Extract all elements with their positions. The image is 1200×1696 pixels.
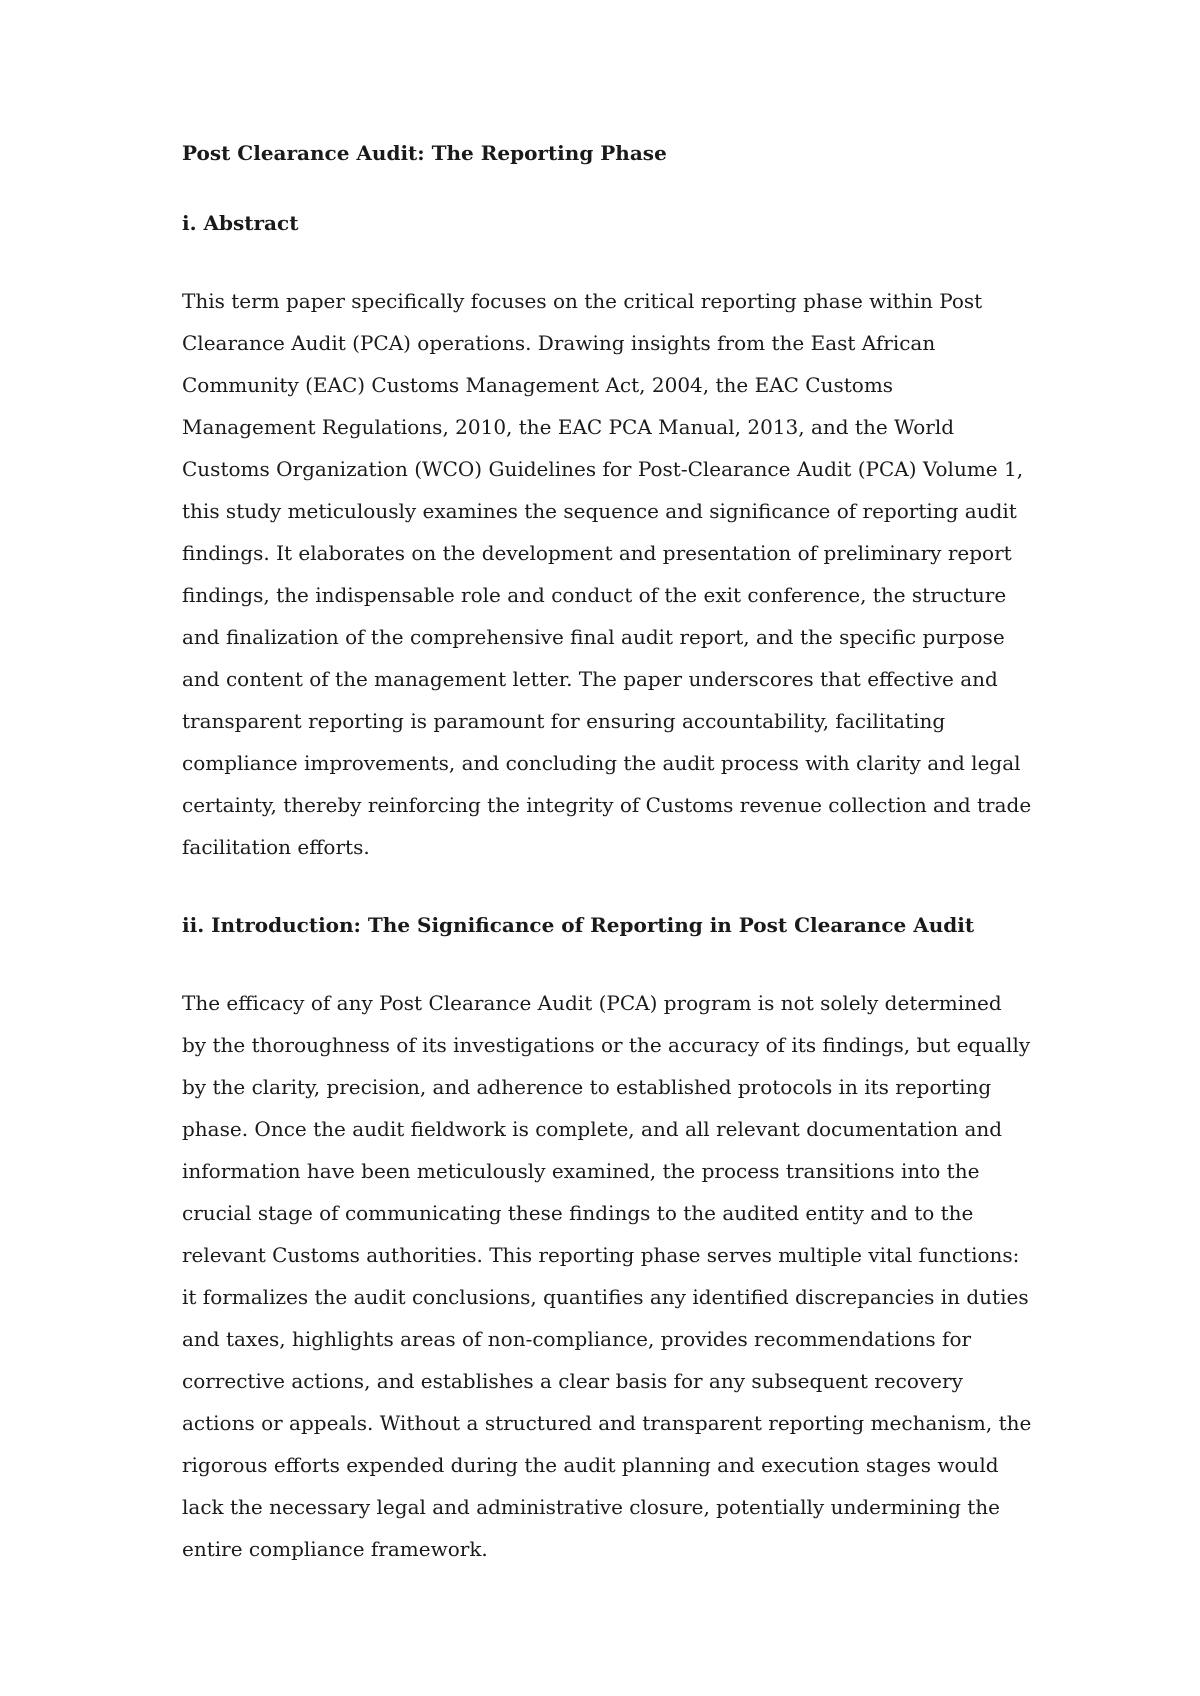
abstract-heading: i. Abstract [182,211,299,235]
document-body [182,140,1032,1614]
introduction-paragraph: The efficacy of any Post Clearance Audit (PCA) program is not solely determined by the thoroughness of its investigations or the accuracy of its findings, but equally by the clarity, precision, and adherence to established protocols in its reporting phase. Once the audit fieldwork is complete, and all relevant documentation and information have been meticulously examined, the process transitions into the crucial stage of communicating these findings to the audited entity and to the relevant Customs authorities. This reporting phase serves multiple vital functions: it formalizes the audit conclusions, quantifies any identified discrepancies in duties and taxes, highlights areas of non-compliance, provides recommendations for corrective actions, and establishes a clear basis for any subsequent recovery actions or appeals. Without a structured and transparent reporting mechanism, the rigorous efforts expended during the audit planning and execution stages would lack the necessary legal and administrative closure, potentially undermining the entire compliance framework. [182,991,1032,1561]
introduction-heading: ii. Introduction: The Significance of Reporting in Post Clearance Audit [182,913,975,937]
document-title: Post Clearance Audit: The Reporting Phase [182,141,667,165]
abstract-paragraph: This term paper specifically focuses on the critical reporting phase within Post Clearance Audit (PCA) operations. Drawing insights from the East African Community (EAC) Customs Management Act, 2004, the EAC Customs Management Regulations, 2010, the EAC PCA Manual, 2013, and the World Customs Organization (WCO) Guidelines for Post-Clearance Audit (PCA) Volume 1, this study meticulously examines the sequence and significance of reporting audit findings. It elaborates on the development and presentation of preliminary report findings, the indispensable role and conduct of the exit conference, the structure and finalization of the comprehensive final audit report, and the specific purpose and content of the management letter. The paper underscores that effective and transparent reporting is paramount for ensuring accountability, facilitating compliance improvements, and concluding the audit process with clarity and legal certainty, thereby reinforcing the integrity of Customs revenue collection and trade facilitation efforts. [182,289,1032,859]
